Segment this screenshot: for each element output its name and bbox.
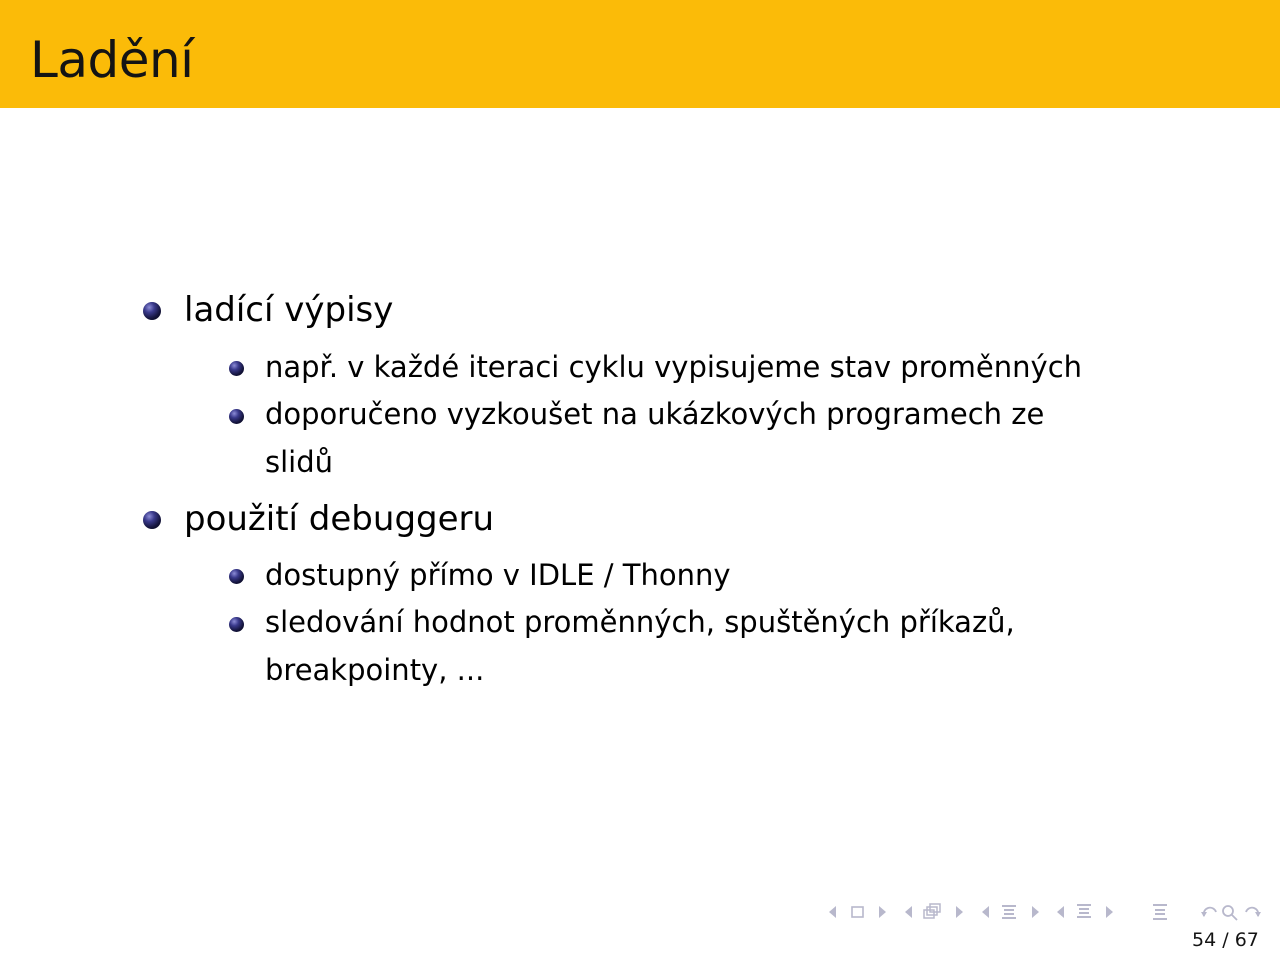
bullet-icon: [229, 409, 244, 424]
bullet-icon: [229, 361, 244, 376]
navigation-icons: [826, 901, 1270, 923]
list-subitem-text: sledování hodnot proměnných, spuštěných příkazů,: [265, 605, 1015, 639]
list-subitem-text: např. v každé iteraci cyklu vypisujeme stav proměnných: [265, 350, 1083, 384]
list-subitem-text: slidů: [265, 445, 334, 479]
search-icon: [1223, 906, 1237, 920]
arrow-right-icon: [879, 906, 886, 918]
list-item-text: použití debuggeru: [184, 499, 495, 539]
arrow-right-icon: [1106, 906, 1113, 918]
list-subitem-text: dostupný přímo v IDLE / Thonny: [265, 558, 731, 592]
frame-icon: [852, 907, 863, 917]
bullet-icon: [143, 302, 161, 320]
slide-title: Ladění: [30, 31, 194, 89]
arrow-left-icon: [829, 906, 836, 918]
page-total: 67: [1234, 929, 1259, 951]
arrow-left-icon: [1057, 906, 1064, 918]
presentation-icon: [1077, 905, 1091, 917]
list-subitem-text: breakpointy, ...: [265, 653, 485, 687]
section-icon: [1002, 906, 1016, 918]
arrow-left-icon: [905, 906, 912, 918]
subsection-icon: [924, 904, 940, 918]
title-bar: [0, 0, 1280, 108]
page-number: [1192, 928, 1259, 952]
navigation-bar: [826, 901, 1270, 923]
page-current: 54: [1192, 929, 1217, 951]
arrow-right-icon: [956, 906, 963, 918]
arrow-left-icon: [982, 906, 989, 918]
bullet-icon: [143, 511, 161, 529]
list-subitem-text: doporučeno vyzkoušet na ukázkových programech ze: [265, 397, 1045, 431]
forward-icon: [1246, 908, 1258, 916]
bullet-icon: [229, 617, 244, 632]
back-icon: [1204, 908, 1216, 916]
align-icon: [1153, 905, 1167, 919]
page-separator: /: [1222, 929, 1229, 951]
bullet-icon: [229, 569, 244, 584]
arrow-right-icon: [1032, 906, 1039, 918]
list-item-text: ladící výpisy: [184, 290, 394, 330]
